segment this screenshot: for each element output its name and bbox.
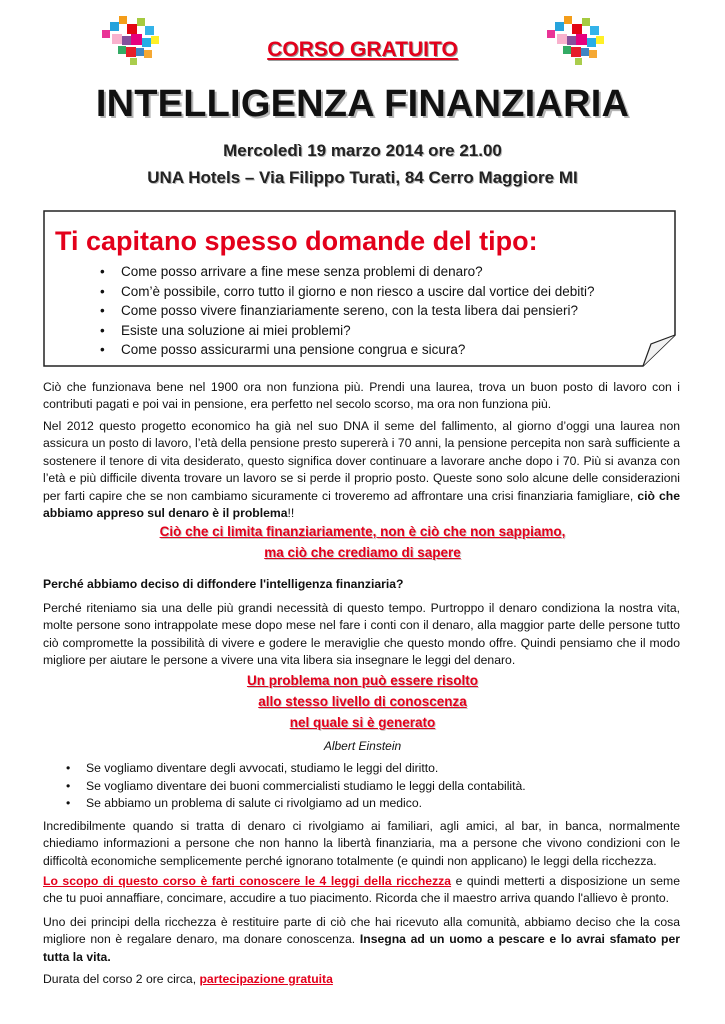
paragraph-principi bbox=[43, 914, 680, 966]
list-item: • Come posso assicurarmi una pensione congrua e sicura? bbox=[100, 340, 595, 360]
paragraph-perche: Perché riteniamo sia una delle più grandi necessità di questo tempo. Purtroppo il denaro condiziona la nostra vita, molte persone sono intrappolate mese dopo mese nel fare i conti con il denaro, alla maggior parte delle persone tutto ciò compromette la possibilità di vivere e godere le meraviglie che questo mondo offre. Quindi pensiamo che il modo migliore per aiutare le persone a vivere una vita libera sia insegnare le leggi del denaro. bbox=[43, 601, 680, 668]
paragraph-durata bbox=[43, 971, 680, 988]
durata-highlight: partecipazione gratuita bbox=[199, 972, 333, 986]
paragraph-incredibilmente: Incredibilmente quando si tratta di denaro ci rivolgiamo ai familiari, agli amici, al bar, in banca, normalmente chiediamo informazioni a persone che non hanno la libertà finanziaria, ma a persone che vivono condizioni con le difficoltà economiche semplicemente perché ignorano totalmente (e quindi non applicano) le leggi della ricchezza. bbox=[43, 819, 680, 868]
paragraph-2012-text: Nel 2012 questo progetto economico ha già nel suo DNA il seme del fallimento, al giorno d’oggi una laurea non assicura un posto di lavoro, l’età della pensione presto supererà i 70 anni, la pensione percepita non sarà sufficiente a sostenere il tenore di vita desiderato, questo significa dover continuare a lavorare anche dopo i 70. Più si avanza con l’età e più difficile diventa trovare un lavoro se si perde il proprio posto. Queste sono solo alcune delle considerazioni per farti capire che se non cambiamo sicuramente ci troveremo ad affrontare una crisi finanziaria famigliare, bbox=[43, 419, 680, 503]
quote-1-line-2: ma ciò che crediamo di sapere bbox=[264, 545, 461, 560]
principi-bold: Insegna ad un uomo a pescare e lo avrai sfamato per tutta la vita. bbox=[43, 932, 680, 964]
scopo-highlight: Lo scopo di questo corso è farti conoscere le 4 leggi della ricchezza bbox=[43, 874, 452, 888]
list-item: • Se abbiamo un problema di salute ci rivolgiamo ad un medico. bbox=[66, 795, 526, 813]
paragraph-scopo bbox=[43, 873, 680, 908]
paragraph-2012-bold: ciò che abbiamo appreso sul denaro è il problema bbox=[43, 488, 680, 521]
quote-1-line-1: Ciò che ci limita finanziariamente, non è ciò che non sappiamo, bbox=[159, 524, 566, 539]
event-date: Mercoledì 19 marzo 2014 ore 21.00 bbox=[223, 141, 502, 160]
corso-heading: CORSO GRATUITO bbox=[267, 38, 458, 61]
list-item: • Se vogliamo diventare degli avvocati, studiamo le leggi del diritto. bbox=[66, 760, 526, 778]
list-item: • Esiste una soluzione ai miei problemi? bbox=[100, 321, 595, 341]
durata-text: Durata del corso 2 ore circa, bbox=[43, 972, 200, 986]
paragraph-intro: Ciò che funzionava bene nel 1900 ora non funziona più. Prendi una laurea, trova un buon posto di lavoro con i contributi pagati e poi vai in pensione, era perfetto nel secolo scorso, ma ora non funziona più. bbox=[43, 380, 680, 412]
quote-2-line-3: nel quale si è generato bbox=[289, 715, 436, 730]
principi-text: Uno dei principi della ricchezza è restituire parte di ciò che hai ricevuto alla comunità, abbiamo deciso che la cosa migliore non è regalare denaro, ma donare conoscenza. bbox=[43, 915, 680, 947]
event-address: UNA Hotels – Via Filippo Turati, 84 Cerro Maggiore MI bbox=[147, 168, 578, 187]
box-title: Ti capitano spesso domande del tipo: bbox=[55, 226, 538, 256]
quote-2-line-2: allo stesso livello di conoscenza bbox=[258, 694, 467, 709]
list-item: • Se vogliamo diventare dei buoni commercialisti studiamo le leggi della contabilità. bbox=[66, 778, 526, 796]
list-item: • Com’è possibile, corro tutto il giorno e non riesco a uscire dal vortice dei debiti? bbox=[100, 282, 595, 302]
study-list bbox=[66, 760, 526, 813]
questions-list bbox=[100, 262, 595, 360]
question-heading: Perché abbiamo deciso di diffondere l'intelligenza finanziaria? bbox=[43, 577, 404, 591]
page-title: INTELLIGENZA FINANZIARIA bbox=[95, 83, 630, 125]
quote-author: Albert Einstein bbox=[323, 739, 402, 753]
list-item: • Come posso arrivare a fine mese senza problemi di denaro? bbox=[100, 262, 595, 282]
paragraph-2012 bbox=[43, 418, 680, 522]
list-item: • Come posso vivere finanziariamente sereno, con la testa libera dai pensieri? bbox=[100, 301, 595, 321]
paragraph-2012-end: !! bbox=[287, 506, 295, 521]
quote-2-line-1: Un problema non può essere risolto bbox=[246, 673, 479, 688]
scopo-rest: e quindi metterti a disposizione un seme che tu puoi annaffiare, concimare, accudire a tuo piacimento. Ricorda che il maestro arriva quando l'allievo è pronto. bbox=[43, 874, 680, 906]
